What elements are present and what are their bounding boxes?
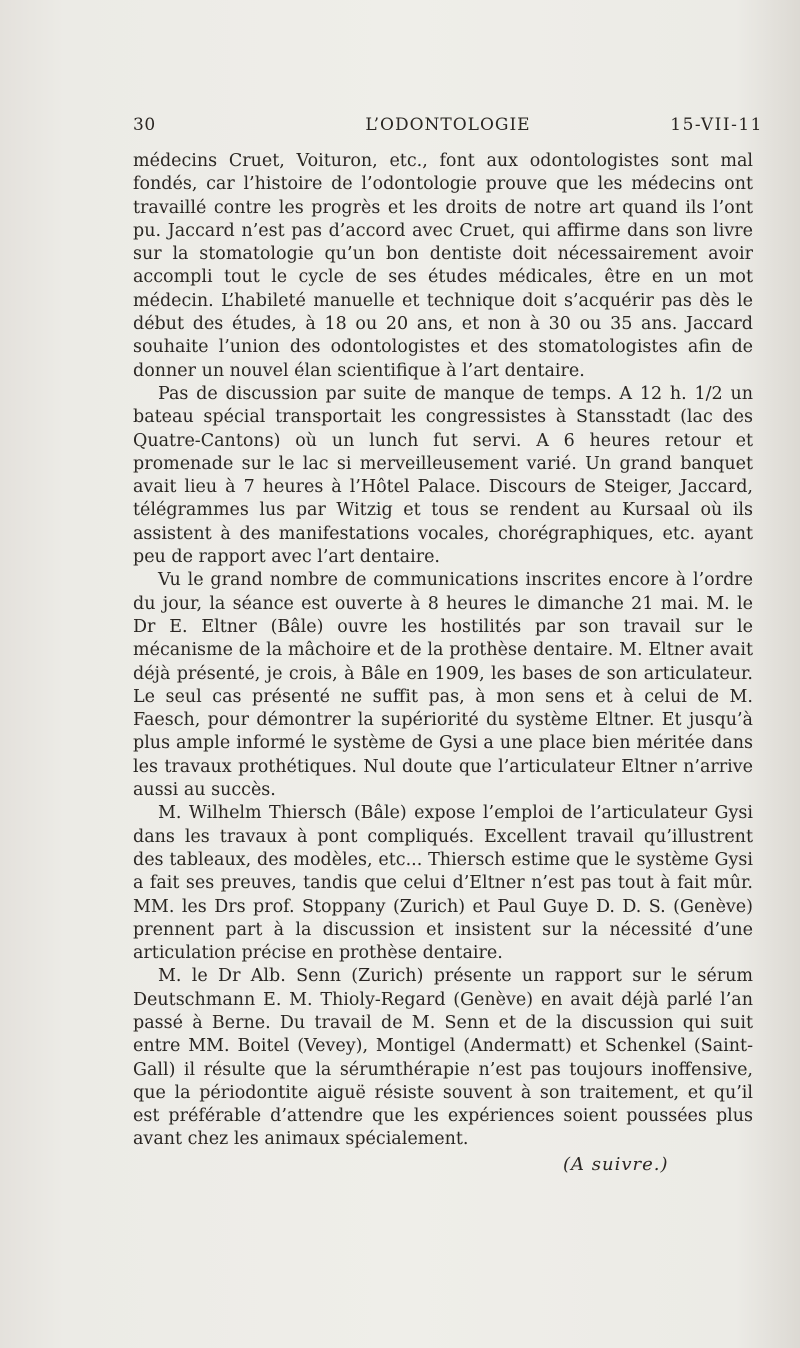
paragraph: Vu le grand nombre de communications inscrites encore à l’ordre du jour, la séance est ouverte à 8 heures le dimanche 21 mai. M. le Dr E. Eltner (Bâle) ouvre les hostilités par son travail sur le mécanisme de la mâchoire et de la prothèse dentaire. M. Eltner avait déjà présenté, je crois, à Bâle en 1909, les bases de son articulateur. Le seul cas présenté ne suffit pas, à mon sens et à celui de M. Faesch, pour démontrer la supériorité du système Eltner. Et jusqu’à plus ample informé le système de Gysi a une place bien méritée dans les travaux prothétiques. Nul doute que l’articulateur Eltner n’arrive aussi au succès.	[133, 570, 753, 801]
journal-title: L’ODONTOLOGIE	[365, 115, 531, 135]
article-body	[133, 150, 753, 1152]
paragraph: M. le Dr Alb. Senn (Zurich) présente un rapport sur le sérum Deutschmann E. M. Thioly-Regard (Genève) en avait déjà parlé l’an passé à Berne. Du travail de M. Senn et de la discussion qui suit entre MM. Boitel (Vevey), Montigel (Andermatt) et Schenkel (Saint-Gall) il résulte que la sérumthérapie n’est pas toujours inoffensive, que la périodontite aiguë résiste souvent à son traitement, et qu’il est préférable d’attendre que les expériences soient poussées plus avant chez les animaux spécialement.	[133, 966, 753, 1150]
issue-date: 15-VII-11	[670, 115, 763, 135]
to-be-continued: (A suivre.)	[563, 1154, 669, 1175]
page-number: 30	[133, 115, 156, 135]
running-header	[133, 115, 763, 139]
paragraph: médecins Cruet, Voituron, etc., font aux odontologistes sont mal fondés, car l’histoire de l’odontologie prouve que les médecins ont travaillé contre les progrès et les droits de notre art quand ils l’ont pu. Jaccard n’est pas d’accord avec Cruet, qui affirme dans son livre sur la stomatologie qu’un bon dentiste doit nécessairement avoir accompli tout le cycle de ses études médicales, être en un mot médecin. L’habileté manuelle et technique doit s’acquérir pas dès le début des études, à 18 ou 20 ans, et non à 30 ou 35 ans. Jaccard souhaite l’union des odontologistes et des stomatologistes afin de donner un nouvel élan scientifique à l’art dentaire.	[133, 151, 753, 381]
paragraph: M. Wilhelm Thiersch (Bâle) expose l’emploi de l’articulateur Gysi dans les travaux à pont compliqués. Excellent travail qu’illustrent des tableaux, des modèles, etc... Thiersch estime que le système Gysi a fait ses preuves, tandis que celui d’Eltner n’est pas tout à fait mûr. MM. les Drs prof. Stoppany (Zurich) et Paul Guye D. D. S. (Genève) prennent part à la discussion et insistent sur la nécessité d’une articulation précise en prothèse dentaire.	[133, 803, 753, 964]
paragraph: Pas de discussion par suite de manque de temps. A 12 h. 1/2 un bateau spécial transportait les congressistes à Stansstadt (lac des Quatre-Cantons) où un lunch fut servi. A 6 heures retour et promenade sur le lac si merveilleusement varié. Un grand banquet avait lieu à 7 heures à l’Hôtel Palace. Discours de Steiger, Jaccard, télégrammes lus par Witzig et tous se rendent au Kursaal où ils assistent à des manifestations vocales, chorégraphiques, etc. ayant peu de rapport avec l’art dentaire.	[133, 383, 753, 568]
